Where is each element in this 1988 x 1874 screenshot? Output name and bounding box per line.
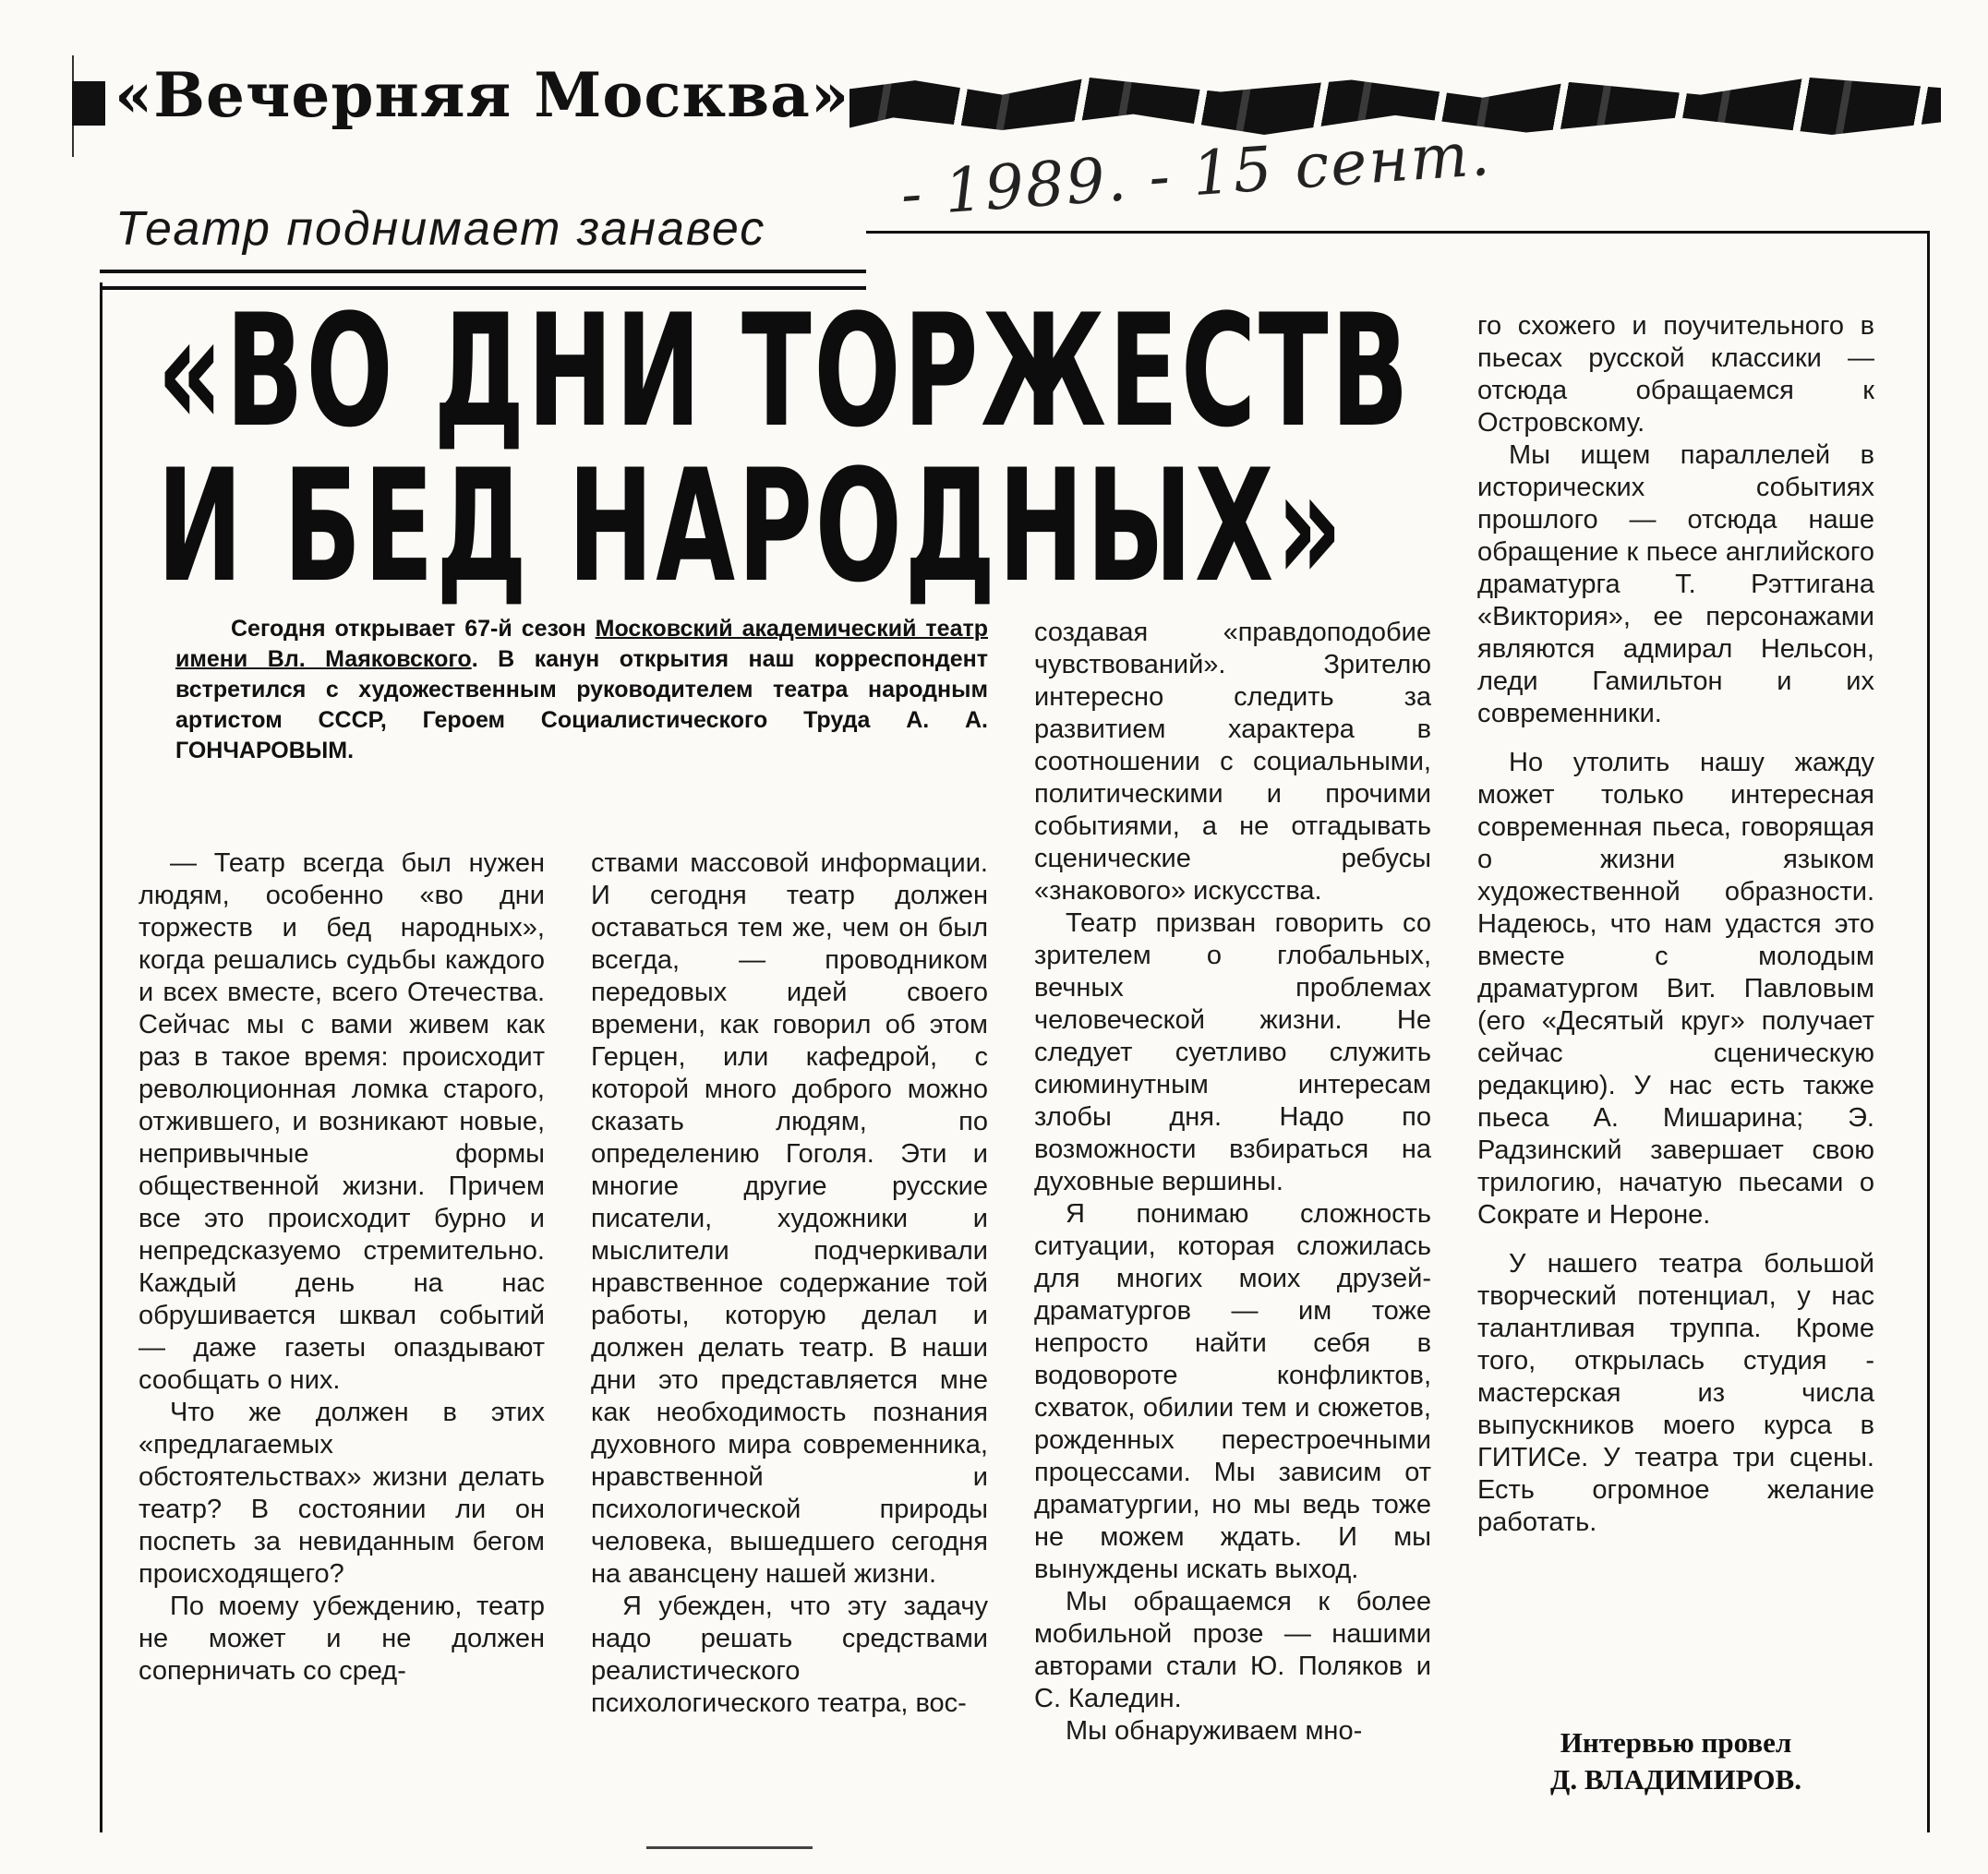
lead-text-1: Сегодня открывает 67-й сезон <box>231 616 596 642</box>
text-column-3 <box>1034 617 1431 1748</box>
article-byline <box>1477 1724 1874 1798</box>
byline-role: Интервью провел <box>1560 1726 1792 1759</box>
lead-text-2: . В канун открытия наш корреспондент встретился с художественным руководителем театра народным артистом СССР, Героем Социалистического Труда А. А. ГОНЧАРОВЫМ. <box>175 646 988 763</box>
article-frame-left <box>100 282 102 1832</box>
article-frame-top <box>866 231 1930 234</box>
byline-author: Д. ВЛАДИМИРОВ. <box>1550 1763 1801 1796</box>
paragraph: Театр призван говорить со зрителем о глобальных, вечных проблемах человеческой жизни. Не следует суетливо служить сиюминутным интересам злобы дня. Надо по возможности взбираться на духовные вершины. <box>1034 908 1431 1196</box>
paragraph: Мы обнаруживаем мно- <box>1066 1716 1363 1746</box>
article-lead <box>175 614 988 766</box>
paragraph: Что же должен в этих «предлагаемых обстоятельствах» жизни делать театр? В состоянии ли он поспеть за невиданным бегом происходящего? <box>139 1398 545 1589</box>
article-frame-right <box>1927 231 1930 1832</box>
headline-line-1: «ВО ДНИ ТОРЖЕСТВ <box>157 281 1412 462</box>
section-rubric: Театр поднимает занавес <box>115 202 766 256</box>
paragraph: По моему убеждению, театр не может и не должен соперничать со сред- <box>139 1592 545 1686</box>
newspaper-masthead: «Вечерняя Москва» <box>114 59 850 131</box>
print-smudge <box>646 1846 813 1849</box>
paragraph: Я убежден, что эту задачу надо решать средствами реалистического психологического театра, вос- <box>591 1592 988 1718</box>
paragraph: Я понимаю сложность ситуации, которая сложилась для многих моих друзей-драматургов — им тоже непросто найти себя в водовороте конфликтов, схваток, обилии тем и сюжетов, рожденных перестроечными процессами. Мы зависим от драматургии, но мы ведь тоже не можем ждать. И мы вынуждены искать выход. <box>1034 1199 1431 1584</box>
headline-line-2: И БЕД НАРОДНЫХ» <box>157 436 1345 617</box>
lead-underlined-theatre: Московский академический театр имени Вл. Маяковского <box>175 616 988 672</box>
paragraph: создавая «правдоподобие чувствований». Зрителю интересно следить за развитием характера в соотношении с социальными, политическими и прочими событиями, а не отгадывать сценические ребусы «знакового» искусства. <box>1034 618 1431 906</box>
text-column-2 <box>591 847 988 1720</box>
paragraph: — Театр всегда был нужен людям, особенно «во дни торжеств и бед народных», когда решались судьбы каждого и всех вместе, всего Отечества. Сейчас мы с вами живем как раз в такое время: происходит революционная ломка старого, отжившего, и возникают новые, непривычные формы общественной жизни. Причем все это происходит бурно и непредсказуемо стремительно. Каждый день на нас обрушивается шквал событий — даже газеты опаздывают сообщать о них. <box>139 848 545 1395</box>
paragraph: Мы ищем параллелей в исторических событиях прошлого — отсюда наше обращение к пьесе английского драматурга Т. Рэттигана «Виктория», ее персонажами являются адмирал Нельсон, леди Гамильтон и их современники. <box>1477 440 1874 728</box>
paragraph: У нашего театра большой творческий потенциал, у нас талантливая труппа. Кроме того, открылась студия - мастерская из числа выпускников моего курса в ГИТИСе. У театра три сцены. Есть огромное желание работать. <box>1477 1249 1874 1537</box>
text-column-4 <box>1477 310 1874 1539</box>
paragraph: Но утолить нашу жажду может только интересная современная пьеса, говорящая о жизни языком художественной образности. Надеюсь, что нам удастся это вместе с молодым драматургом Вит. Павловым (его «Десятый круг» получает сейчас сценическую редакцию). У нас есть также пьеса А. Мишарина; Э. Радзинский завершает свою трилогию, начатую пьесами о Сократе и Нероне. <box>1477 748 1874 1230</box>
paragraph: Мы обращаемся к более мобильной прозе — нашими авторами стали Ю. Поляков и С. Каледин. <box>1034 1587 1431 1713</box>
text-column-1 <box>139 847 545 1688</box>
paragraph: ствами массовой информации. И сегодня театр должен оставаться тем же, чем он был всегда, — проводником передовых идей своего времени, как говорил об этом Герцен, или кафедрой, с которой много доброго можно сказать людям, по определению Гоголя. Эти и многие другие русские писатели, художники и мыслители подчеркивали нравственное содержание той работы, которую делал и должен делать театр. В наши дни это представляется мне как необходимость познания духовного мира современника, нравственной и психологической природы человека, вышедшего сегодня на авансцену нашей жизни. <box>591 848 988 1589</box>
handwritten-date: - 1989. - 15 сент. <box>898 117 1494 231</box>
article-headline <box>157 281 1412 617</box>
masthead-block-mark <box>72 81 105 126</box>
paragraph: го схожего и поучительного в пьесах русской классики — отсюда обращаемся к Островскому. <box>1477 311 1874 438</box>
